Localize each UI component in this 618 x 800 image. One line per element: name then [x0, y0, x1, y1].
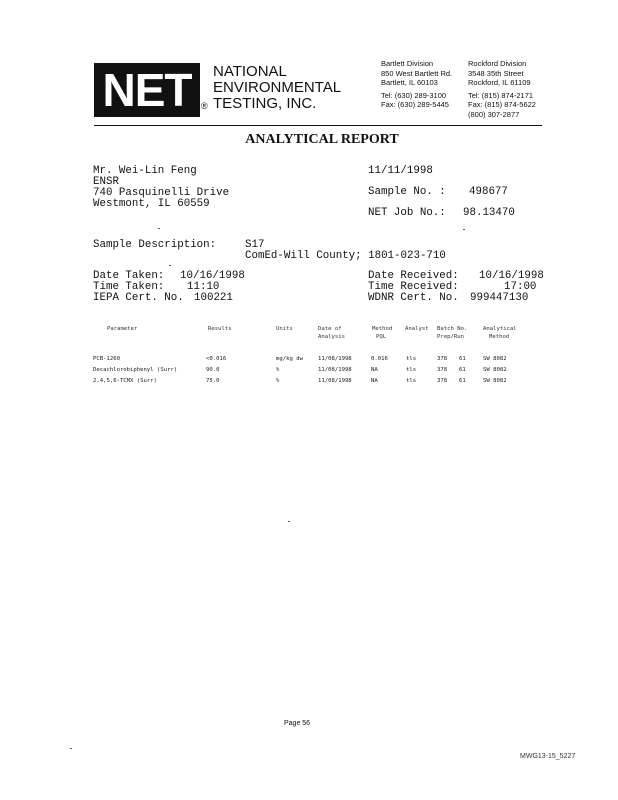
row-units: %: [276, 378, 280, 384]
col-method-2: Method: [489, 334, 510, 340]
row-parameter: 2,4,5,6-TCMX (Surr): [93, 378, 157, 384]
rockford-line-1: Rockford Division: [468, 59, 527, 68]
col-units: Units: [276, 326, 293, 332]
document-id: MWG13-15_5227: [520, 753, 576, 760]
row-pql: NA: [371, 378, 378, 384]
row-units: mg/kg dw: [276, 356, 303, 362]
time-received-label: Time Received:: [368, 281, 459, 293]
iepa-cert-label: IEPA Cert. No.: [93, 292, 184, 304]
scan-speck: [288, 521, 290, 522]
header-rule: [94, 125, 542, 126]
row-analyst: tls: [406, 378, 417, 384]
report-date: 11/11/1998: [368, 165, 433, 177]
row-date: 11/08/1998: [318, 378, 352, 384]
job-no-value: 98.13470: [463, 207, 515, 219]
row-analyst: tls: [406, 356, 417, 362]
col-analysis: Analysis: [318, 334, 345, 340]
sample-no-label: Sample No. :: [368, 186, 446, 198]
row-date: 11/08/1998: [318, 356, 352, 362]
row-analyst: tls: [406, 367, 417, 373]
col-analyst: Analyst: [405, 326, 429, 332]
row-prep: 378: [437, 367, 448, 373]
row-parameter: PCB-1260: [93, 356, 120, 362]
col-analytical: Analytical: [483, 326, 517, 332]
scan-speck: [70, 748, 72, 749]
row-run: 61: [459, 378, 466, 384]
col-pql: PQL: [376, 334, 387, 340]
rockford-line-6: (800) 307-2877: [468, 109, 520, 119]
company-line-3: TESTING, INC.: [213, 95, 317, 112]
iepa-cert-value: 100221: [194, 292, 233, 304]
row-pql: NA: [371, 367, 378, 373]
report-title-text: ANALYTICAL REPORT: [245, 132, 399, 147]
row-method: SW 8082: [483, 367, 507, 373]
recipient-name: Mr. Wei-Lin Feng: [93, 165, 197, 177]
company-line-1: NATIONAL: [213, 63, 287, 80]
scan-speck: [463, 229, 465, 230]
row-units: %: [276, 367, 280, 373]
scan-speck: [158, 228, 160, 229]
wdnr-cert-label: WDNR Cert. No.: [368, 292, 459, 304]
sample-description-line-2: ComEd-Will County; 1801-023-710: [245, 250, 446, 262]
bartlett-line-3: Bartlett, IL 60103: [381, 78, 438, 87]
row-results: 75.0: [206, 378, 220, 384]
net-logo: NET: [94, 63, 200, 117]
row-results: 90.0: [206, 367, 220, 373]
recipient-city: Westmont, IL 60559: [93, 198, 210, 210]
recipient-street: 740 Pasquinelli Drive: [93, 187, 230, 199]
page-number: Page 56: [284, 720, 311, 727]
scan-speck: [169, 265, 171, 266]
col-date-of: Date of: [318, 326, 342, 332]
bartlett-line-4: Tel: (630) 289-3100: [381, 90, 447, 100]
col-prep-run: Prep/Run: [437, 334, 464, 340]
col-parameter: Parameter: [107, 326, 138, 332]
row-prep: 378: [437, 378, 448, 384]
sample-description-label: Sample Description:: [93, 239, 217, 251]
registered-mark: ®: [201, 101, 208, 111]
recipient-org: ENSR: [93, 176, 119, 188]
row-prep: 378: [437, 356, 448, 362]
row-run: 61: [459, 356, 466, 362]
row-method: SW 8082: [483, 378, 507, 384]
time-taken-label: Time Taken:: [93, 281, 165, 293]
rockford-line-2: 3548 35th Street: [468, 68, 524, 78]
wdnr-cert-value: 999447130: [470, 292, 529, 304]
row-run: 61: [459, 367, 466, 373]
row-parameter: Decachlorobiphenyl (Surr): [93, 367, 178, 373]
date-received-label: Date Received:: [368, 270, 459, 282]
report-title: [0, 132, 618, 148]
bartlett-line-2: 850 West Bartlett Rd.: [381, 68, 453, 78]
rockford-line-4: Tel: (815) 874-2171: [468, 90, 534, 100]
row-results: <0.016: [206, 356, 227, 362]
bartlett-line-5: Fax: (630) 289-5445: [381, 100, 449, 109]
bartlett-division: [381, 59, 452, 110]
row-method: SW 8082: [483, 356, 507, 362]
row-pql: 0.016: [371, 356, 388, 362]
date-received-value: 10/16/1998: [479, 270, 544, 282]
col-results: Results: [208, 326, 232, 332]
date-taken-label: Date Taken:: [93, 270, 165, 282]
bartlett-line-1: Bartlett Division: [381, 59, 434, 68]
rockford-line-3: Rockford, IL 61109: [468, 78, 531, 87]
col-batch-no: Batch No.: [437, 326, 468, 332]
job-no-label: NET Job No.:: [368, 207, 446, 219]
rockford-division: [468, 59, 536, 119]
sample-no-value: 498677: [469, 186, 508, 198]
row-date: 11/08/1998: [318, 367, 352, 373]
sample-description-line-1: S17: [245, 239, 265, 251]
rockford-line-5: Fax: (815) 874-5622: [468, 100, 536, 109]
col-method: Method: [372, 326, 393, 332]
company-line-2: ENVIRONMENTAL: [213, 79, 342, 96]
time-taken-value: 11:10: [187, 281, 220, 293]
time-received-value: 17:00: [504, 281, 537, 293]
date-taken-value: 10/16/1998: [180, 270, 245, 282]
company-name: [213, 64, 341, 112]
